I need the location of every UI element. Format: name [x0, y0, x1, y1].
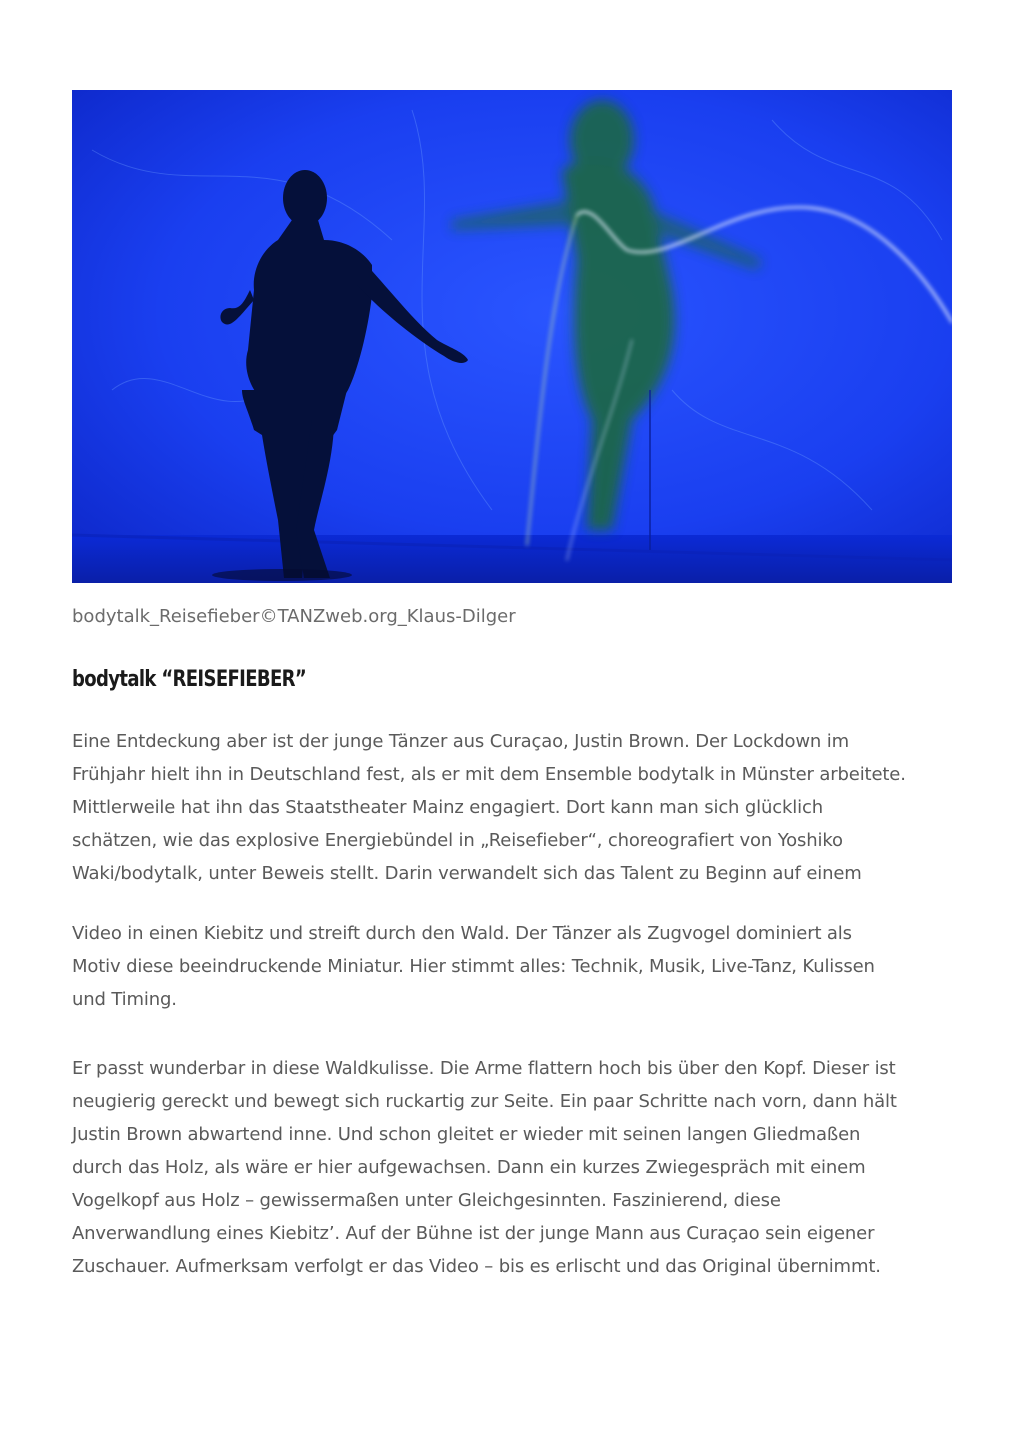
paragraph-line: Anverwandlung eines Kiebitz’. Auf der Bühne ist der junge Mann aus Curaçao sein eigener	[72, 1223, 875, 1244]
paragraph-line: durch das Holz, als wäre er hier aufgewachsen. Dann ein kurzes Zwiegespräch mit einem	[72, 1157, 866, 1178]
paragraph-line: neugierig gereckt und bewegt sich ruckartig zur Seite. Ein paar Schritte nach vorn, dann hält	[72, 1091, 897, 1112]
dancer-silhouette-image	[72, 90, 952, 583]
paragraph-line: Motiv diese beeindruckende Miniatur. Hier stimmt alles: Technik, Musik, Live-Tanz, Kulissen	[72, 956, 875, 977]
paragraph-line: Zuschauer. Aufmerksam verfolgt er das Video – bis es erlischt und das Original übernimmt.	[72, 1256, 881, 1277]
paragraph-line: Video in einen Kiebitz und streift durch den Wald. Der Tänzer als Zugvogel dominiert als	[72, 923, 852, 944]
section-heading: bodytalk “REISEFIEBER”	[72, 667, 307, 692]
paragraph-line: schätzen, wie das explosive Energiebündel in „Reisefieber“, choreografiert von Yoshiko	[72, 830, 843, 851]
article-photo	[72, 90, 952, 583]
paragraph-line: Mittlerweile hat ihn das Staatstheater Mainz engagiert. Dort kann man sich glücklich	[72, 797, 824, 818]
paragraph-line: und Timing.	[72, 989, 177, 1010]
paragraph-line: Frühjahr hielt ihn in Deutschland fest, als er mit dem Ensemble bodytalk in Münster arbeitete.	[72, 764, 906, 785]
article-paragraph-2	[72, 917, 962, 1016]
paragraph-line: Justin Brown abwartend inne. Und schon gleitet er wieder mit seinen langen Gliedmaßen	[72, 1124, 861, 1145]
paragraph-line: Waki/bodytalk, unter Beweis stellt. Darin verwandelt sich das Talent zu Beginn auf einem	[72, 863, 862, 884]
paragraph-line: Eine Entdeckung aber ist der junge Tänzer aus Curaçao, Justin Brown. Der Lockdown im	[72, 731, 849, 752]
paragraph-line: Vogelkopf aus Holz – gewissermaßen unter Gleichgesinnten. Faszinierend, diese	[72, 1190, 781, 1211]
paragraph-line: Er passt wunderbar in diese Waldkulisse. Die Arme flattern hoch bis über den Kopf. Dieser ist	[72, 1058, 896, 1079]
article-paragraph-3	[72, 1052, 962, 1283]
article-paragraph-1	[72, 725, 962, 890]
photo-caption: bodytalk_Reisefieber©TANZweb.org_Klaus-Dilger	[72, 606, 516, 627]
